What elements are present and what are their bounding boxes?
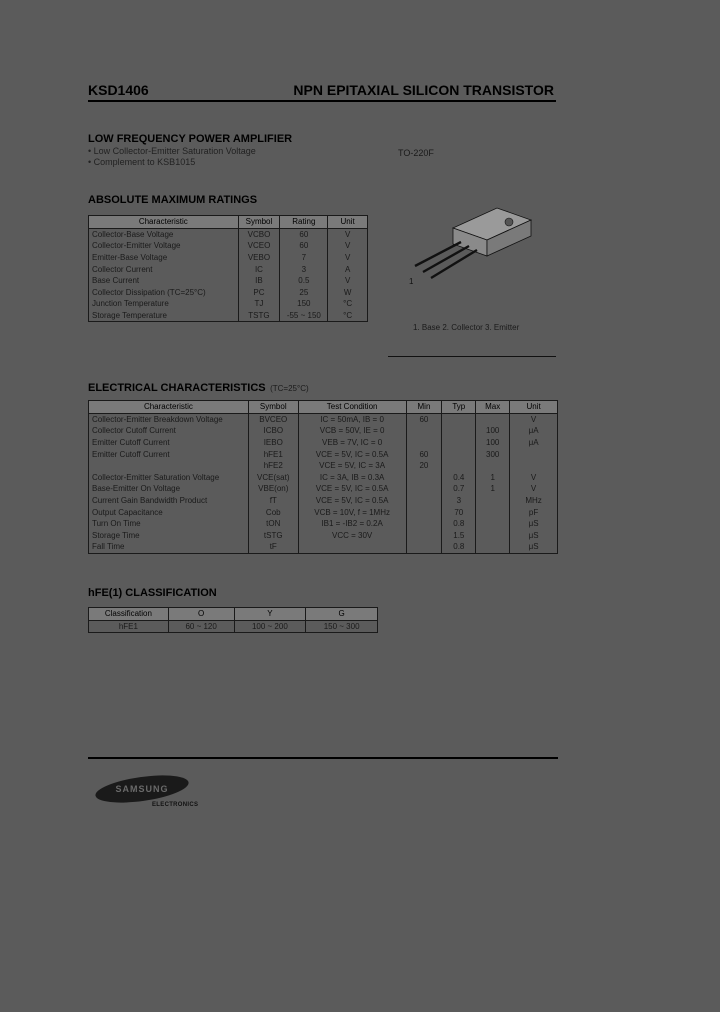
abs-max-cell: -55 ~ 150 — [280, 310, 328, 322]
abs-max-column-header: Rating — [280, 216, 328, 229]
package-rule — [388, 356, 556, 357]
abs-max-row — [89, 287, 368, 299]
electrical-row — [89, 530, 558, 542]
electrical-cell — [89, 460, 249, 472]
electrical-cell: Turn On Time — [89, 518, 249, 530]
abs-max-row — [89, 228, 368, 240]
abs-max-cell: °C — [328, 310, 368, 322]
abs-max-cell: Collector Dissipation (TC=25°C) — [89, 287, 239, 299]
abs-max-cell: V — [328, 275, 368, 287]
electrical-row — [89, 541, 558, 553]
abs-max-cell: VCBO — [238, 228, 280, 240]
electrical-cell: hFE2 — [248, 460, 298, 472]
electrical-row — [89, 460, 558, 472]
electrical-cell — [406, 437, 442, 449]
electrical-row — [89, 413, 558, 425]
electrical-cell: μS — [510, 541, 558, 553]
header-rule — [88, 100, 556, 102]
electrical-cell: Fall Time — [89, 541, 249, 553]
electrical-cell: VCE = 5V, IC = 0.5A — [298, 448, 406, 460]
classification-column-header: Classification — [89, 608, 169, 621]
electrical-cell: Emitter Cutoff Current — [89, 437, 249, 449]
electrical-cell: 1.5 — [442, 530, 476, 542]
abs-max-cell: VEBO — [238, 252, 280, 264]
electrical-cell: VEB = 7V, IC = 0 — [298, 437, 406, 449]
abs-max-cell: V — [328, 240, 368, 252]
abs-max-cell: 150 — [280, 298, 328, 310]
abs-max-cell: TSTG — [238, 310, 280, 322]
classification-heading: hFE(1) CLASSIFICATION — [88, 587, 217, 599]
abs-max-cell: TJ — [238, 298, 280, 310]
abs-max-cell: 25 — [280, 287, 328, 299]
feature-bullet: • Low Collector-Emitter Saturation Voltage — [88, 146, 256, 156]
electrical-cell: Storage Time — [89, 530, 249, 542]
abs-max-cell: V — [328, 228, 368, 240]
electrical-cell: IC = 50mA, IB = 0 — [298, 413, 406, 425]
electrical-row — [89, 448, 558, 460]
electrical-cell — [442, 437, 476, 449]
abs-max-column-header: Characteristic — [89, 216, 239, 229]
electrical-cell — [406, 425, 442, 437]
electrical-cell: tSTG — [248, 530, 298, 542]
electrical-cell — [476, 541, 510, 553]
electrical-cell: 70 — [442, 506, 476, 518]
electrical-cell: 1 — [476, 472, 510, 484]
electrical-heading-line — [88, 378, 309, 396]
electrical-cell — [476, 506, 510, 518]
electrical-column-header: Unit — [510, 401, 558, 414]
electrical-cell: fT — [248, 495, 298, 507]
electrical-cell: ICBO — [248, 425, 298, 437]
electrical-cell: Collector-Emitter Saturation Voltage — [89, 472, 249, 484]
classification-row — [89, 620, 378, 633]
electrical-cell — [406, 472, 442, 484]
electrical-cell: Base-Emitter On Voltage — [89, 483, 249, 495]
electrical-cell: VCE = 5V, IC = 0.5A — [298, 495, 406, 507]
part-number: KSD1406 — [88, 82, 149, 98]
electrical-cell — [476, 413, 510, 425]
electrical-column-header: Test Condition — [298, 401, 406, 414]
package-drawing — [405, 198, 555, 298]
electrical-cell: 60 — [406, 413, 442, 425]
electrical-column-header: Characteristic — [89, 401, 249, 414]
electrical-cell — [298, 541, 406, 553]
abs-max-cell: Collector Current — [89, 263, 239, 275]
electrical-cell: μS — [510, 518, 558, 530]
electrical-cell: Current Gain Bandwidth Product — [89, 495, 249, 507]
electrical-cell: V — [510, 472, 558, 484]
electrical-cell: VCE = 5V, IC = 3A — [298, 460, 406, 472]
electrical-cell: Output Capacitance — [89, 506, 249, 518]
electrical-cell: Collector-Emitter Breakdown Voltage — [89, 413, 249, 425]
electrical-cell: VCC = 30V — [298, 530, 406, 542]
electrical-cell: 100 — [476, 425, 510, 437]
electrical-cell: BVCEO — [248, 413, 298, 425]
electrical-condition: (TC=25°C) — [270, 384, 309, 393]
abs-max-cell: 60 — [280, 240, 328, 252]
abs-max-cell: 3 — [280, 263, 328, 275]
abs-max-row — [89, 275, 368, 287]
electrical-table — [88, 400, 558, 554]
abs-max-cell: 60 — [280, 228, 328, 240]
abs-max-table — [88, 215, 368, 322]
electrical-cell — [476, 518, 510, 530]
abs-max-cell: A — [328, 263, 368, 275]
abs-max-cell: IC — [238, 263, 280, 275]
electrical-cell: VCE(sat) — [248, 472, 298, 484]
electrical-cell: 300 — [476, 448, 510, 460]
document-title: NPN EPITAXIAL SILICON TRANSISTOR — [293, 82, 554, 98]
electrical-cell: MHz — [510, 495, 558, 507]
abs-max-cell: Storage Temperature — [89, 310, 239, 322]
electrical-cell: IEBO — [248, 437, 298, 449]
electrical-cell: pF — [510, 506, 558, 518]
electrical-cell — [476, 530, 510, 542]
electrical-column-header: Min — [406, 401, 442, 414]
electrical-cell: hFE1 — [248, 448, 298, 460]
electrical-cell: 20 — [406, 460, 442, 472]
electrical-cell — [406, 483, 442, 495]
samsung-logo — [94, 772, 190, 806]
electrical-cell: VBE(on) — [248, 483, 298, 495]
feature-bullet: • Complement to KSB1015 — [88, 157, 196, 167]
electrical-row — [89, 483, 558, 495]
electrical-cell — [406, 530, 442, 542]
abs-max-cell: Junction Temperature — [89, 298, 239, 310]
electrical-cell: 0.8 — [442, 518, 476, 530]
classification-cell: hFE1 — [89, 620, 169, 633]
abs-max-cell: Collector-Base Voltage — [89, 228, 239, 240]
abs-max-column-header: Unit — [328, 216, 368, 229]
electrical-cell: IC = 3A, IB = 0.3A — [298, 472, 406, 484]
electrical-column-header: Symbol — [248, 401, 298, 414]
electrical-cell — [442, 425, 476, 437]
electrical-cell — [406, 506, 442, 518]
electrical-cell: 0.7 — [442, 483, 476, 495]
abs-max-cell: V — [328, 252, 368, 264]
abs-max-cell: IB — [238, 275, 280, 287]
classification-column-header: Y — [234, 608, 306, 621]
classification-cell: 150 ~ 300 — [306, 620, 378, 633]
abs-max-cell: W — [328, 287, 368, 299]
abs-max-row — [89, 240, 368, 252]
electrical-cell: 100 — [476, 437, 510, 449]
abs-max-cell: 0.5 — [280, 275, 328, 287]
abs-max-column-header: Symbol — [238, 216, 280, 229]
electrical-row — [89, 437, 558, 449]
electrical-cell: V — [510, 413, 558, 425]
electrical-cell: VCB = 10V, f = 1MHz — [298, 506, 406, 518]
electrical-row — [89, 506, 558, 518]
electrical-column-header: Max — [476, 401, 510, 414]
electrical-cell: μA — [510, 425, 558, 437]
electrical-cell: 0.8 — [442, 541, 476, 553]
electrical-cell: tF — [248, 541, 298, 553]
abs-max-cell: Base Current — [89, 275, 239, 287]
electrical-cell: tON — [248, 518, 298, 530]
electrical-cell: 1 — [476, 483, 510, 495]
electrical-row — [89, 495, 558, 507]
electrical-cell: VCB = 50V, IE = 0 — [298, 425, 406, 437]
mounting-hole — [505, 218, 513, 226]
footer-rule — [88, 757, 558, 759]
electrical-cell — [442, 448, 476, 460]
electrical-cell: μS — [510, 530, 558, 542]
samsung-division: ELECTRONICS — [152, 802, 199, 808]
classification-column-header: O — [168, 608, 234, 621]
electrical-row — [89, 425, 558, 437]
electrical-cell: VCE = 5V, IC = 0.5A — [298, 483, 406, 495]
electrical-cell: IB1 = -IB2 = 0.2A — [298, 518, 406, 530]
abs-max-row — [89, 252, 368, 264]
abs-max-row — [89, 310, 368, 322]
electrical-cell: 0.4 — [442, 472, 476, 484]
electrical-row — [89, 518, 558, 530]
electrical-cell: μA — [510, 437, 558, 449]
electrical-row — [89, 472, 558, 484]
classification-column-header: G — [306, 608, 378, 621]
electrical-cell: V — [510, 483, 558, 495]
electrical-cell — [510, 460, 558, 472]
electrical-cell — [406, 541, 442, 553]
classification-table — [88, 607, 378, 633]
electrical-cell — [406, 518, 442, 530]
electrical-cell — [406, 495, 442, 507]
electrical-cell — [476, 460, 510, 472]
abs-max-cell: °C — [328, 298, 368, 310]
electrical-cell: 3 — [442, 495, 476, 507]
abs-max-heading: ABSOLUTE MAXIMUM RATINGS — [88, 194, 258, 206]
application-heading: LOW FREQUENCY POWER AMPLIFIER — [88, 133, 293, 145]
package-name: TO-220F — [398, 148, 434, 158]
electrical-cell: 60 — [406, 448, 442, 460]
pin-one-label: 1 — [409, 277, 414, 286]
electrical-column-header: Typ — [442, 401, 476, 414]
abs-max-cell: 7 — [280, 252, 328, 264]
electrical-cell — [476, 495, 510, 507]
svg-text:SAMSUNG: SAMSUNG — [115, 784, 169, 794]
abs-max-cell: Emitter-Base Voltage — [89, 252, 239, 264]
abs-max-cell: Collector-Emitter Voltage — [89, 240, 239, 252]
classification-cell: 60 ~ 120 — [168, 620, 234, 633]
electrical-cell: Cob — [248, 506, 298, 518]
abs-max-cell: PC — [238, 287, 280, 299]
electrical-cell — [510, 448, 558, 460]
abs-max-cell: VCEO — [238, 240, 280, 252]
abs-max-row — [89, 298, 368, 310]
electrical-cell — [442, 413, 476, 425]
abs-max-row — [89, 263, 368, 275]
electrical-cell: Collector Cutoff Current — [89, 425, 249, 437]
electrical-cell — [442, 460, 476, 472]
electrical-cell: Emitter Cutoff Current — [89, 448, 249, 460]
classification-cell: 100 ~ 200 — [234, 620, 306, 633]
pin-assignment: 1. Base 2. Collector 3. Emitter — [413, 323, 520, 332]
electrical-heading: ELECTRICAL CHARACTERISTICS — [88, 382, 266, 394]
